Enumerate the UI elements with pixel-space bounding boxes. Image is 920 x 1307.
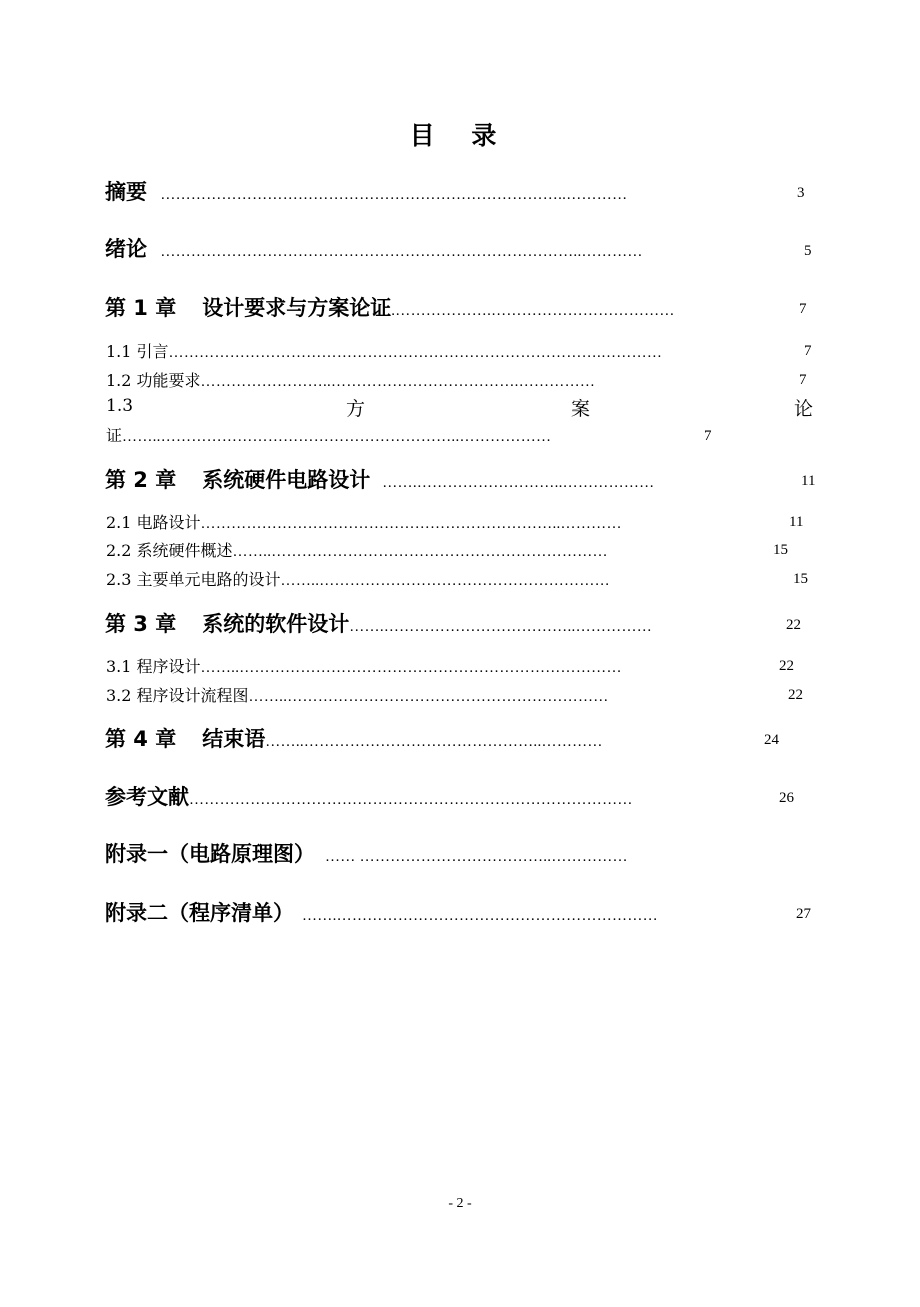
toc-entry-appendix-1[interactable] (105, 838, 785, 870)
toc-entry-2-3[interactable] (106, 568, 792, 592)
toc-entry-2-1[interactable] (106, 511, 788, 535)
entry-label: 附录一（电路原理图） (105, 842, 315, 866)
toc-entry-3-2[interactable] (106, 684, 788, 708)
leader-dots: …….………………………..……………… (382, 475, 655, 491)
leader-dots: ………………………………………………………………………….………… (168, 345, 663, 361)
toc-entry-1-3-word: 案 (571, 398, 591, 420)
page-number: 7 (799, 372, 807, 388)
toc-entry-1-1[interactable] (106, 340, 802, 364)
entry-label: 3.2 程序设计流程图 (106, 686, 249, 705)
page-number: 11 (801, 473, 816, 489)
toc-entry-1-3-continuation[interactable] (106, 424, 702, 448)
entry-label: 证 (106, 426, 123, 445)
toc-title: 目 录 (409, 121, 511, 150)
toc-entry-intro[interactable] (105, 233, 805, 265)
leader-dots: ……..………………………………………..………… (265, 734, 603, 750)
page-number: 27 (796, 906, 811, 922)
leader-dots: .……………….……………………………… (391, 303, 675, 319)
leader-dots: …… ………………………………..…………… (325, 849, 628, 865)
page-number: 7 (799, 301, 807, 317)
toc-entry-chapter-3[interactable] (105, 608, 785, 640)
entry-label: 系统硬件电路设计 (202, 468, 371, 492)
toc-entry-references[interactable] (105, 781, 779, 813)
page-number: 7 (704, 428, 712, 444)
leader-dots: ………………………………………………………………………..………… (160, 244, 643, 260)
chapter-number: 第 1 章 (105, 296, 177, 320)
page-number: 24 (764, 732, 779, 748)
toc-entry-3-1[interactable] (106, 655, 778, 679)
page-number: 15 (773, 542, 788, 558)
entry-label: 设计要求与方案论证 (202, 296, 392, 320)
toc-entry-appendix-2[interactable] (105, 897, 797, 929)
leader-dots: ……..…………………………………………………..……………… (122, 429, 552, 445)
entry-label: 2.3 主要单元电路的设计 (106, 570, 281, 589)
entry-label: 结束语 (202, 727, 266, 751)
leader-dots: ……..………………………………………………… (280, 573, 610, 589)
toc-entry-1-3-number[interactable]: 1.3 (106, 396, 134, 416)
chapter-number: 第 3 章 (105, 612, 177, 636)
page-number: 7 (804, 343, 812, 359)
toc-entry-1-2[interactable] (106, 369, 798, 393)
leader-dots: …………………………………………………………………………… (189, 792, 633, 808)
entry-label: 2.1 电路设计 (106, 513, 201, 532)
page-number: 3 (797, 185, 805, 201)
toc-entry-1-3-word: 论 (794, 398, 814, 420)
page-footer: - 2 - (448, 1196, 472, 1211)
leader-dots: ……………………………………………………………………..………… (160, 187, 628, 203)
chapter-number: 第 2 章 (105, 468, 177, 492)
toc-entry-chapter-2[interactable] (105, 464, 801, 496)
leader-dots: ……..………………………………………………………………… (200, 660, 622, 676)
toc-entry-abstract[interactable] (105, 176, 805, 208)
toc-entry-chapter-4[interactable] (105, 723, 763, 755)
entry-label: 3.1 程序设计 (106, 657, 201, 676)
leader-dots: ……..………………………………………………………… (232, 544, 608, 560)
entry-label: 1.2 功能要求 (106, 371, 201, 390)
page-number: 26 (779, 790, 794, 806)
page-number: 5 (804, 243, 812, 259)
entry-label: 2.2 系统硬件概述 (106, 541, 233, 560)
entry-label: 参考文献 (105, 785, 189, 809)
leader-dots: ……………………………………………………………..………… (200, 516, 622, 532)
leader-dots: ……..……………………………………………………… (248, 689, 609, 705)
page-number: 22 (779, 658, 794, 674)
toc-entry-2-2[interactable] (106, 539, 772, 563)
page-number: 22 (786, 617, 801, 633)
leader-dots: …….………………………………..…………… (349, 619, 653, 635)
chapter-number: 第 4 章 (105, 727, 177, 751)
entry-label: 摘要 (105, 180, 147, 204)
leader-dots: …….……………………………………………………… (302, 908, 658, 924)
page-number: 22 (788, 687, 803, 703)
entry-label: 绪论 (105, 237, 147, 261)
toc-entry-chapter-1[interactable] (105, 292, 797, 324)
page-number: 15 (793, 571, 808, 587)
page-number: 11 (789, 514, 804, 530)
entry-label: 1.1 引言 (106, 342, 169, 361)
entry-label: 系统的软件设计 (202, 612, 350, 636)
toc-entry-1-3-word: 方 (346, 398, 366, 420)
entry-label: 附录二（程序清单） (105, 901, 294, 925)
leader-dots: ……………………..……………………………….…………… (200, 374, 596, 390)
